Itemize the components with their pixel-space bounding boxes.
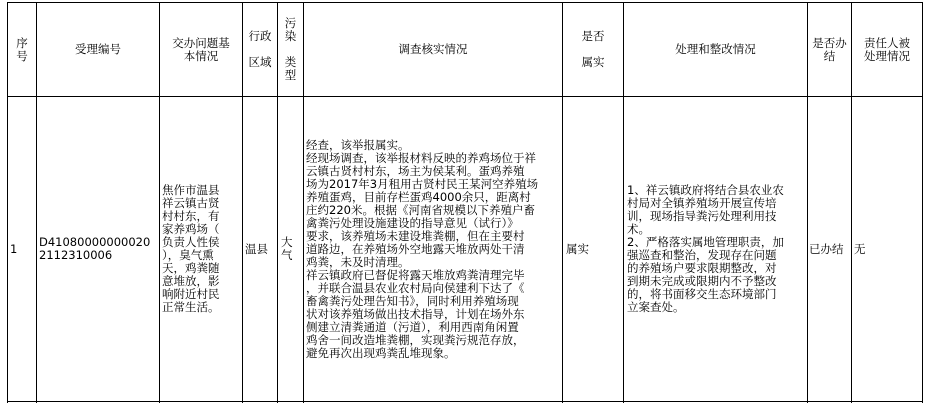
header-investigation: 调查核实情况 <box>398 42 468 56</box>
header-accept-no: 受理编号 <box>75 42 121 56</box>
header-region: 行政 区域 <box>248 29 272 69</box>
header-rectification: 处理和整改情况 <box>675 42 756 56</box>
header-completed: 是否办 结 <box>812 35 847 63</box>
row-rectification: 1、祥云镇政府将结合县农业农 村局对全镇养殖场开展宣传培 训，现场指导粪污处理利用技 术。 2、严格落实属地管理职责，加 强巡查和整治，发现存在问题 的养殖场户要求限期整改，对 到期未完成或限期内不予整改 的，将书面移交生态环境部门 立案查处。 <box>627 183 784 314</box>
header-responsible: 责任人被 处理情况 <box>864 35 910 63</box>
row-verified: 属实 <box>566 241 589 256</box>
row-completed: 已办结 <box>809 241 844 256</box>
header-verified: 是否 属实 <box>581 29 605 69</box>
row-pollution-type: 大 气 <box>281 235 293 262</box>
row-problem: 焦作市温县 祥云镇古贤 村村东，有 家养鸡场（ 负责人性侯 ），臭气熏 天，鸡粪随 意堆放，影 响附近村民 正常生活。 <box>162 183 220 314</box>
row-accept-no: D41080000000020 2112310006 <box>39 235 151 262</box>
row-divider <box>7 401 923 402</box>
col-border <box>922 2 923 403</box>
row-region: 温县 <box>245 241 268 256</box>
header-pollution-type: 污 染 类 型 <box>284 16 297 82</box>
header-seq: 序 号 <box>16 35 28 63</box>
row-investigation: 经查，该举报属实。 经现场调查，该举报材料反映的养鸡场位于祥 云镇古贤村村东，场主为侯某利。蛋鸡养殖 场为2017年3月租用古贤村民王某河空养殖场 养殖蛋鸡，目前存栏蛋鸡4000余只，距离村 庄约220米。根据《河南省规模以下养殖户畜 禽粪污处理设施建设的指导意见（试行）》 要求，该养殖场未建设堆粪棚，但在主要村 道路边，在养殖场外空地露天堆放两处干清 鸡粪，未及时清理。 祥云镇政府已督促将露天堆放鸡粪清理完毕 ，并联合温县农业农村局向侯建利下达了《 畜禽粪污处理告知书》，同时利用养殖场现 状对该养殖场做出技术指导，计划在场外东 侧建立清粪通道（污道），利用西南角闲置 鸡舍一间改造堆粪棚，实现粪污规范存放， 避免再次出现鸡粪乱堆现象。 <box>306 137 539 360</box>
row-seq: 1 <box>10 241 18 256</box>
header-problem: 交办问题基 本情况 <box>172 35 230 63</box>
row-responsible: 无 <box>854 241 866 256</box>
